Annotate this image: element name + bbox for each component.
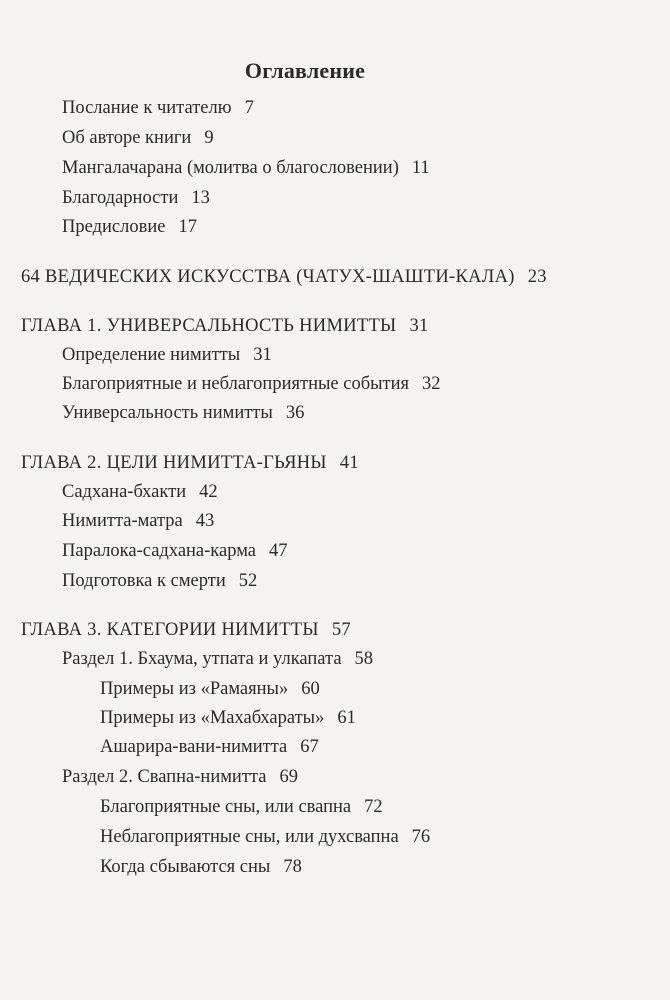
entry-label: Раздел 2. Свапна-нимитта [62, 767, 267, 787]
toc-entry[interactable] [100, 677, 320, 701]
toc-subsection-1[interactable] [62, 647, 373, 671]
entry-page: 31 [253, 345, 272, 365]
entry-page: 13 [191, 188, 210, 208]
entry-page: 69 [279, 767, 298, 787]
entry-label: Предисловие [62, 217, 166, 237]
entry-page: 47 [269, 541, 288, 561]
entry-page: 9 [204, 128, 214, 148]
entry-label: Неблагоприятные сны, или духсвапна [100, 827, 399, 847]
toc-entry[interactable] [100, 706, 356, 730]
toc-entry[interactable] [62, 156, 430, 180]
toc-entry[interactable] [62, 126, 214, 150]
toc-entry[interactable] [100, 795, 383, 819]
entry-page: 41 [339, 453, 359, 473]
toc-entry[interactable] [62, 401, 304, 425]
entry-label: Универсальность нимитты [62, 403, 273, 423]
entry-page: 60 [301, 679, 320, 699]
entry-page: 7 [244, 98, 254, 118]
toc-chapter-1[interactable] [21, 314, 429, 338]
toc-entry[interactable] [100, 825, 430, 849]
toc-entry[interactable] [100, 735, 319, 759]
toc-chapter-3[interactable] [21, 618, 351, 642]
entry-page: 72 [364, 797, 383, 817]
entry-page: 42 [199, 482, 218, 502]
toc-entry[interactable] [62, 215, 197, 239]
entry-page: 61 [337, 708, 356, 728]
entry-page: 23 [527, 267, 547, 287]
entry-label: Паралока-садхана-карма [62, 541, 256, 561]
entry-page: 36 [285, 403, 305, 423]
toc-entry[interactable] [62, 343, 272, 367]
toc-entry[interactable] [62, 186, 210, 210]
entry-page: 58 [354, 649, 374, 669]
entry-label: ГЛАВА 1. УНИВЕРСАЛЬНОСТЬ НИМИТТЫ [21, 316, 397, 336]
toc-entry[interactable] [62, 539, 288, 563]
entry-label: Благоприятные сны, или свапна [100, 797, 352, 817]
entry-label: Мангалачарана (молитва о благословении) [62, 158, 399, 178]
toc-entry[interactable] [62, 480, 218, 504]
entry-label: Благоприятные и неблагоприятные события [62, 374, 410, 394]
entry-page: 76 [411, 827, 431, 847]
entry-label: Раздел 1. Бхаума, утпата и улкапата [62, 649, 342, 669]
entry-label: Определение нимитты [62, 345, 241, 365]
entry-label: Послание к читателю [62, 98, 232, 118]
entry-page: 52 [238, 571, 258, 591]
entry-label: Нимитта-матра [62, 511, 183, 531]
toc-title: Оглавление [244, 58, 366, 83]
entry-page: 57 [331, 620, 351, 640]
toc-section-arts[interactable] [21, 265, 547, 289]
entry-label: Садхана-бхакти [62, 482, 187, 502]
entry-page: 31 [409, 316, 429, 336]
toc-entry[interactable] [62, 372, 441, 396]
entry-label: Примеры из «Махабхараты» [100, 708, 325, 728]
toc-subsection-2[interactable] [62, 765, 298, 789]
entry-label: ГЛАВА 3. КАТЕГОРИИ НИМИТТЫ [21, 620, 319, 640]
toc-entry[interactable] [62, 509, 214, 533]
toc-entry[interactable] [62, 96, 254, 120]
entry-label: Об авторе книги [62, 128, 192, 148]
entry-label: Примеры из «Рамаяны» [100, 679, 289, 699]
entry-page: 67 [300, 737, 319, 757]
entry-page: 17 [178, 217, 197, 237]
entry-page: 43 [195, 511, 215, 531]
toc-entry[interactable] [100, 855, 302, 879]
entry-label: Ашарира-вани-нимитта [100, 737, 288, 757]
entry-label: ГЛАВА 2. ЦЕЛИ НИМИТТА-ГЬЯНЫ [21, 453, 327, 473]
entry-page: 32 [422, 374, 441, 394]
entry-page: 11 [411, 158, 430, 178]
entry-label: Благодарности [62, 188, 179, 208]
entry-page: 78 [283, 857, 302, 877]
toc-chapter-2[interactable] [21, 451, 359, 475]
entry-label: Когда сбываются сны [100, 857, 271, 877]
entry-label: 64 ВЕДИЧЕСКИХ ИСКУССТВА (ЧАТУХ-ШАШТИ-КАЛА) [21, 267, 515, 287]
entry-label: Подготовка к смерти [62, 571, 226, 591]
toc-entry[interactable] [62, 569, 257, 593]
